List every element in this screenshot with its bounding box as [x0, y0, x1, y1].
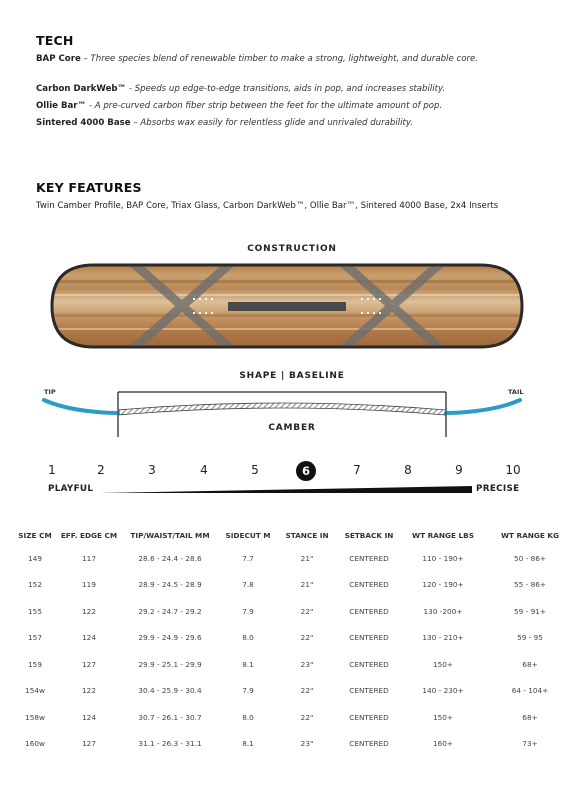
table-row	[12, 572, 574, 599]
table-row	[12, 731, 574, 758]
cell-wt-kg: 64 - 104+	[511, 686, 549, 696]
cell-eff-edge: 117	[82, 553, 96, 563]
shape-baseline-caption: SHAPE | BASELINE	[239, 371, 345, 381]
table-row	[12, 678, 574, 705]
table-row	[12, 625, 574, 652]
cell-sidecut: 7.9	[242, 606, 254, 616]
specs-table	[12, 525, 574, 757]
cell-sidecut: 8.1	[242, 659, 254, 669]
tech-item-name: Carbon DarkWeb™	[36, 84, 127, 94]
cell-sidecut: 7.9	[242, 686, 254, 696]
tip-rocker	[44, 400, 118, 413]
tech-item-name: BAP Core	[36, 54, 81, 64]
cell-stance: 21"	[300, 553, 314, 563]
flex-number-selected: 6	[296, 461, 316, 481]
cell-eff-edge: 127	[82, 659, 96, 669]
table-row	[12, 651, 574, 678]
cell-size: 155	[28, 606, 42, 616]
cell-size: 158w	[25, 712, 45, 722]
cell-size: 149	[28, 553, 42, 563]
tech-item-ollie-bar	[36, 99, 546, 114]
cell-stance: 23"	[300, 659, 314, 669]
cell-tip-waist-tail: 30.7 - 26.1 - 30.7	[138, 712, 202, 722]
key-features-text: Twin Camber Profile, BAP Core, Triax Glass, Carbon DarkWeb™, Ollie Bar™, Sintered 4000 Base, 2x4 Inserts	[36, 201, 499, 211]
cell-eff-edge: 119	[82, 580, 96, 590]
flex-low-label: PLAYFUL	[48, 484, 94, 494]
table-row	[12, 598, 574, 625]
key-features-heading: KEY FEATURES	[36, 180, 142, 195]
cell-eff-edge: 122	[82, 606, 96, 616]
cell-wt-kg: 59 - 95	[517, 633, 543, 643]
header-wt-lbs: WT RANGE LBS	[412, 530, 474, 540]
tech-heading: TECH	[36, 33, 74, 48]
cell-tip-waist-tail: 29.9 - 24.9 - 29.6	[138, 633, 202, 643]
cell-eff-edge: 124	[82, 633, 96, 643]
cell-eff-edge: 124	[82, 712, 96, 722]
flex-number: 2	[97, 463, 105, 477]
tip-label: TIP	[44, 388, 56, 396]
flex-number: 3	[148, 463, 156, 477]
cell-sidecut: 7.8	[242, 580, 254, 590]
flex-number: 7	[353, 463, 361, 477]
flex-number: 10	[505, 463, 521, 477]
cell-wt-kg: 73+	[522, 739, 538, 749]
cell-wt-lbs: 110 - 190+	[422, 553, 464, 563]
cell-eff-edge: 127	[82, 739, 96, 749]
flex-high-label: PRECISE	[476, 484, 520, 494]
cell-setback: CENTERED	[349, 712, 389, 722]
table-row	[12, 545, 574, 572]
tech-item-carbon-darkweb	[36, 82, 546, 97]
ollie-bar	[228, 302, 346, 311]
cell-tip-waist-tail: 28.6 - 24.4 - 28.6	[138, 553, 202, 563]
cell-size: 159	[28, 659, 42, 669]
camber-section	[118, 403, 446, 415]
header-tip-waist-tail: TIP/WAIST/TAIL MM	[130, 530, 210, 540]
header-eff-edge: EFF. EDGE CM	[60, 530, 118, 540]
cell-wt-lbs: 160+	[432, 739, 454, 749]
specs-header-row	[12, 525, 574, 545]
tail-label: TAIL	[508, 388, 524, 396]
cell-tip-waist-tail: 30.4 - 25.9 - 30.4	[138, 686, 202, 696]
cell-wt-kg: 68+	[522, 712, 538, 722]
cell-setback: CENTERED	[349, 739, 389, 749]
cell-setback: CENTERED	[349, 553, 389, 563]
cell-stance: 22"	[300, 686, 314, 696]
cell-wt-kg: 55 - 86+	[514, 580, 546, 590]
cell-stance: 22"	[300, 633, 314, 643]
tech-item-sintered-base	[36, 116, 546, 131]
tech-item-name: Ollie Bar™	[36, 101, 87, 111]
cell-wt-kg: 68+	[522, 659, 538, 669]
tech-item-bap-core	[36, 52, 546, 67]
cell-wt-lbs: 120 - 190+	[422, 580, 464, 590]
cell-eff-edge: 122	[82, 686, 96, 696]
cell-stance: 22"	[300, 712, 314, 722]
header-setback: SETBACK IN	[344, 530, 394, 540]
header-size: SIZE CM	[18, 530, 52, 540]
tech-item-desc: - A pre-curved carbon fiber strip between the feet for the ultimate amount of pop.	[86, 101, 443, 111]
cell-size: 160w	[25, 739, 45, 749]
cell-setback: CENTERED	[349, 580, 389, 590]
cell-wt-lbs: 130 - 210+	[422, 633, 464, 643]
cell-stance: 22"	[300, 606, 314, 616]
cell-size: 152	[28, 580, 42, 590]
cell-wt-lbs: 130 -200+	[423, 606, 463, 616]
cell-tip-waist-tail: 28.9 - 24.5 - 28.9	[138, 580, 202, 590]
cell-setback: CENTERED	[349, 633, 389, 643]
flex-wedge	[100, 485, 476, 494]
cell-wt-lbs: 150+	[432, 712, 454, 722]
cell-tip-waist-tail: 29.2 - 24.7 - 29.2	[138, 606, 202, 616]
flex-number: 9	[455, 463, 463, 477]
cell-sidecut: 7.7	[242, 553, 254, 563]
cell-wt-kg: 50 - 86+	[514, 553, 546, 563]
header-stance: STANCE IN	[285, 530, 329, 540]
header-wt-kg: WT RANGE KG	[500, 530, 560, 540]
flex-number: 4	[200, 463, 208, 477]
tech-item-desc: – Three species blend of renewable timber to make a strong, lightweight, and durable core.	[80, 54, 479, 64]
camber-label: CAMBER	[268, 423, 316, 433]
flex-number: 1	[48, 463, 56, 477]
cell-setback: CENTERED	[349, 606, 389, 616]
cell-tip-waist-tail: 31.1 - 26.3 - 31.1	[138, 739, 202, 749]
cell-stance: 21"	[300, 580, 314, 590]
cell-tip-waist-tail: 29.9 - 25.1 - 29.9	[138, 659, 202, 669]
cell-setback: CENTERED	[349, 659, 389, 669]
cell-size: 157	[28, 633, 42, 643]
tail-rocker	[446, 400, 520, 413]
cell-wt-lbs: 140 - 230+	[422, 686, 464, 696]
cell-sidecut: 8.1	[242, 739, 254, 749]
header-sidecut: SIDECUT M	[225, 530, 271, 540]
flex-number: 5	[251, 463, 259, 477]
board-construction-illustration	[50, 262, 524, 350]
cell-sidecut: 8.0	[242, 712, 254, 722]
cell-setback: CENTERED	[349, 686, 389, 696]
cell-wt-kg: 59 - 91+	[514, 606, 546, 616]
flex-number: 8	[404, 463, 412, 477]
table-row	[12, 704, 574, 731]
tech-item-desc: - Speeds up edge-to-edge transitions, aids in pop, and increases stability.	[126, 84, 446, 94]
cell-wt-lbs: 150+	[432, 659, 454, 669]
tech-item-desc: – Absorbs wax easily for relentless glide and unrivaled durability.	[130, 118, 414, 128]
cell-size: 154w	[25, 686, 45, 696]
tech-item-name: Sintered 4000 Base	[36, 118, 131, 128]
cell-stance: 23"	[300, 739, 314, 749]
construction-caption: CONSTRUCTION	[247, 244, 337, 254]
cell-sidecut: 8.0	[242, 633, 254, 643]
